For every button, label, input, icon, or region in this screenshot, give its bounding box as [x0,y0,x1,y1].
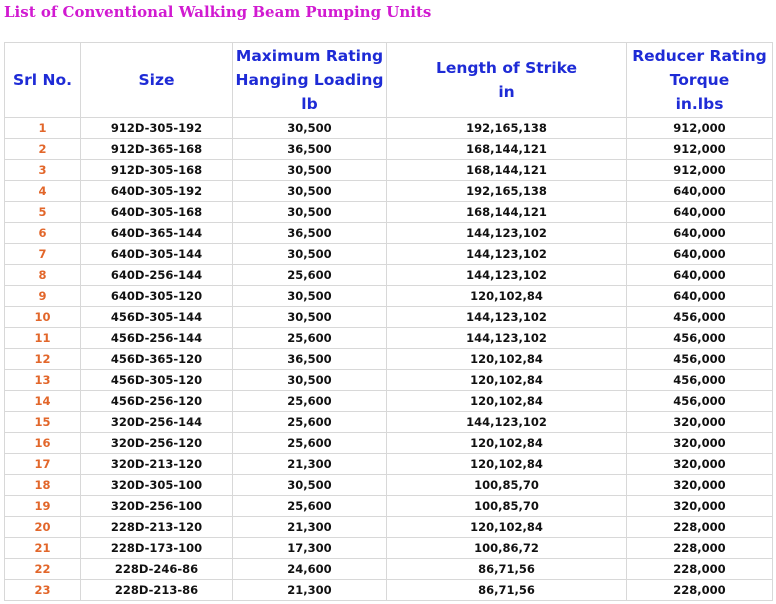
cell-torque: 228,000 [627,559,773,580]
header-srl-no: Srl No. [5,43,81,118]
cell-srl-no: 20 [5,517,81,538]
header-torque-unit: in.lbs [675,95,724,113]
cell-torque: 228,000 [627,538,773,559]
cell-strike-length: 168,144,121 [387,202,627,223]
cell-hanging-load: 25,600 [233,265,387,286]
cell-strike-length: 168,144,121 [387,139,627,160]
cell-torque: 456,000 [627,370,773,391]
cell-srl-no: 18 [5,475,81,496]
cell-srl-no: 7 [5,244,81,265]
table-header-row [5,43,773,118]
cell-srl-no: 21 [5,538,81,559]
cell-size: 456D-365-120 [81,349,233,370]
cell-hanging-load: 30,500 [233,244,387,265]
header-torque-line: Reducer Rating [632,47,767,65]
header-load-line: Hanging Loading [235,71,384,89]
cell-size: 456D-305-144 [81,307,233,328]
cell-size: 320D-256-100 [81,496,233,517]
table-row [5,139,773,160]
cell-hanging-load: 30,500 [233,307,387,328]
cell-srl-no: 10 [5,307,81,328]
cell-hanging-load: 36,500 [233,349,387,370]
table-row [5,160,773,181]
cell-hanging-load: 30,500 [233,475,387,496]
table-row [5,307,773,328]
table-row [5,454,773,475]
cell-strike-length: 120,102,84 [387,391,627,412]
cell-srl-no: 6 [5,223,81,244]
cell-torque: 456,000 [627,328,773,349]
cell-torque: 228,000 [627,517,773,538]
cell-torque: 912,000 [627,118,773,139]
table-row [5,328,773,349]
cell-hanging-load: 36,500 [233,139,387,160]
cell-size: 228D-246-86 [81,559,233,580]
cell-strike-length: 120,102,84 [387,433,627,454]
cell-hanging-load: 24,600 [233,559,387,580]
cell-strike-length: 144,123,102 [387,328,627,349]
cell-size: 320D-256-120 [81,433,233,454]
cell-strike-length: 86,71,56 [387,580,627,601]
cell-size: 912D-365-168 [81,139,233,160]
cell-torque: 640,000 [627,223,773,244]
cell-torque: 640,000 [627,202,773,223]
cell-srl-no: 12 [5,349,81,370]
cell-hanging-load: 21,300 [233,580,387,601]
cell-strike-length: 144,123,102 [387,244,627,265]
table-row [5,265,773,286]
cell-hanging-load: 30,500 [233,160,387,181]
cell-size: 228D-213-120 [81,517,233,538]
cell-size: 320D-305-100 [81,475,233,496]
header-reducer-torque [627,43,773,118]
cell-srl-no: 23 [5,580,81,601]
cell-strike-length: 120,102,84 [387,286,627,307]
table-row [5,475,773,496]
cell-srl-no: 9 [5,286,81,307]
page-title: List of Conventional Walking Beam Pumping Units [4,3,432,21]
cell-torque: 320,000 [627,475,773,496]
table-row [5,202,773,223]
cell-strike-length: 144,123,102 [387,307,627,328]
cell-srl-no: 4 [5,181,81,202]
cell-strike-length: 100,85,70 [387,496,627,517]
cell-size: 640D-305-144 [81,244,233,265]
cell-hanging-load: 17,300 [233,538,387,559]
cell-srl-no: 5 [5,202,81,223]
table-row [5,286,773,307]
cell-size: 320D-256-144 [81,412,233,433]
table-row [5,412,773,433]
cell-hanging-load: 30,500 [233,202,387,223]
pumping-units-table [4,42,773,601]
cell-torque: 640,000 [627,181,773,202]
cell-srl-no: 11 [5,328,81,349]
cell-size: 912D-305-168 [81,160,233,181]
cell-torque: 320,000 [627,496,773,517]
table-row [5,370,773,391]
cell-torque: 912,000 [627,160,773,181]
cell-hanging-load: 21,300 [233,454,387,475]
header-strike-unit: in [498,83,515,101]
cell-size: 456D-305-120 [81,370,233,391]
cell-strike-length: 144,123,102 [387,412,627,433]
cell-strike-length: 86,71,56 [387,559,627,580]
cell-size: 640D-305-120 [81,286,233,307]
cell-srl-no: 19 [5,496,81,517]
cell-srl-no: 17 [5,454,81,475]
cell-srl-no: 8 [5,265,81,286]
cell-hanging-load: 30,500 [233,370,387,391]
cell-size: 228D-213-86 [81,580,233,601]
cell-hanging-load: 25,600 [233,391,387,412]
cell-torque: 456,000 [627,349,773,370]
cell-strike-length: 144,123,102 [387,223,627,244]
cell-srl-no: 16 [5,433,81,454]
cell-torque: 228,000 [627,580,773,601]
cell-torque: 912,000 [627,139,773,160]
header-length-of-strike [387,43,627,118]
cell-srl-no: 13 [5,370,81,391]
cell-srl-no: 2 [5,139,81,160]
cell-torque: 640,000 [627,286,773,307]
cell-hanging-load: 25,600 [233,412,387,433]
cell-strike-length: 120,102,84 [387,517,627,538]
cell-hanging-load: 30,500 [233,181,387,202]
cell-size: 320D-213-120 [81,454,233,475]
cell-strike-length: 120,102,84 [387,454,627,475]
cell-size: 640D-305-168 [81,202,233,223]
cell-hanging-load: 36,500 [233,223,387,244]
table-row [5,496,773,517]
cell-strike-length: 192,165,138 [387,181,627,202]
cell-hanging-load: 25,600 [233,496,387,517]
cell-srl-no: 3 [5,160,81,181]
cell-srl-no: 15 [5,412,81,433]
table-row [5,223,773,244]
cell-strike-length: 100,85,70 [387,475,627,496]
header-size: Size [81,43,233,118]
cell-strike-length: 168,144,121 [387,160,627,181]
cell-torque: 456,000 [627,307,773,328]
cell-torque: 640,000 [627,265,773,286]
table-row [5,559,773,580]
cell-strike-length: 144,123,102 [387,265,627,286]
cell-hanging-load: 21,300 [233,517,387,538]
table-row [5,538,773,559]
cell-hanging-load: 25,600 [233,433,387,454]
cell-strike-length: 192,165,138 [387,118,627,139]
header-strike-line: Length of Strike [435,59,578,77]
table-row [5,517,773,538]
cell-hanging-load: 25,600 [233,328,387,349]
cell-torque: 456,000 [627,391,773,412]
table-row [5,349,773,370]
cell-torque: 320,000 [627,433,773,454]
cell-size: 228D-173-100 [81,538,233,559]
cell-strike-length: 120,102,84 [387,349,627,370]
cell-size: 640D-305-192 [81,181,233,202]
table-row [5,118,773,139]
cell-hanging-load: 30,500 [233,286,387,307]
cell-size: 456D-256-144 [81,328,233,349]
cell-srl-no: 22 [5,559,81,580]
header-load-unit: lb [301,95,318,113]
table-row [5,580,773,601]
cell-srl-no: 1 [5,118,81,139]
cell-strike-length: 100,86,72 [387,538,627,559]
header-torque-line: Torque [669,71,730,89]
cell-torque: 320,000 [627,412,773,433]
header-load-line: Maximum Rating [235,47,384,65]
table-row [5,433,773,454]
cell-size: 912D-305-192 [81,118,233,139]
cell-hanging-load: 30,500 [233,118,387,139]
table-row [5,391,773,412]
table-row [5,244,773,265]
cell-torque: 640,000 [627,244,773,265]
header-max-rating-load [233,43,387,118]
cell-size: 640D-365-144 [81,223,233,244]
cell-size: 640D-256-144 [81,265,233,286]
table-body [5,118,773,601]
cell-strike-length: 120,102,84 [387,370,627,391]
cell-srl-no: 14 [5,391,81,412]
cell-torque: 320,000 [627,454,773,475]
cell-size: 456D-256-120 [81,391,233,412]
table-row [5,181,773,202]
